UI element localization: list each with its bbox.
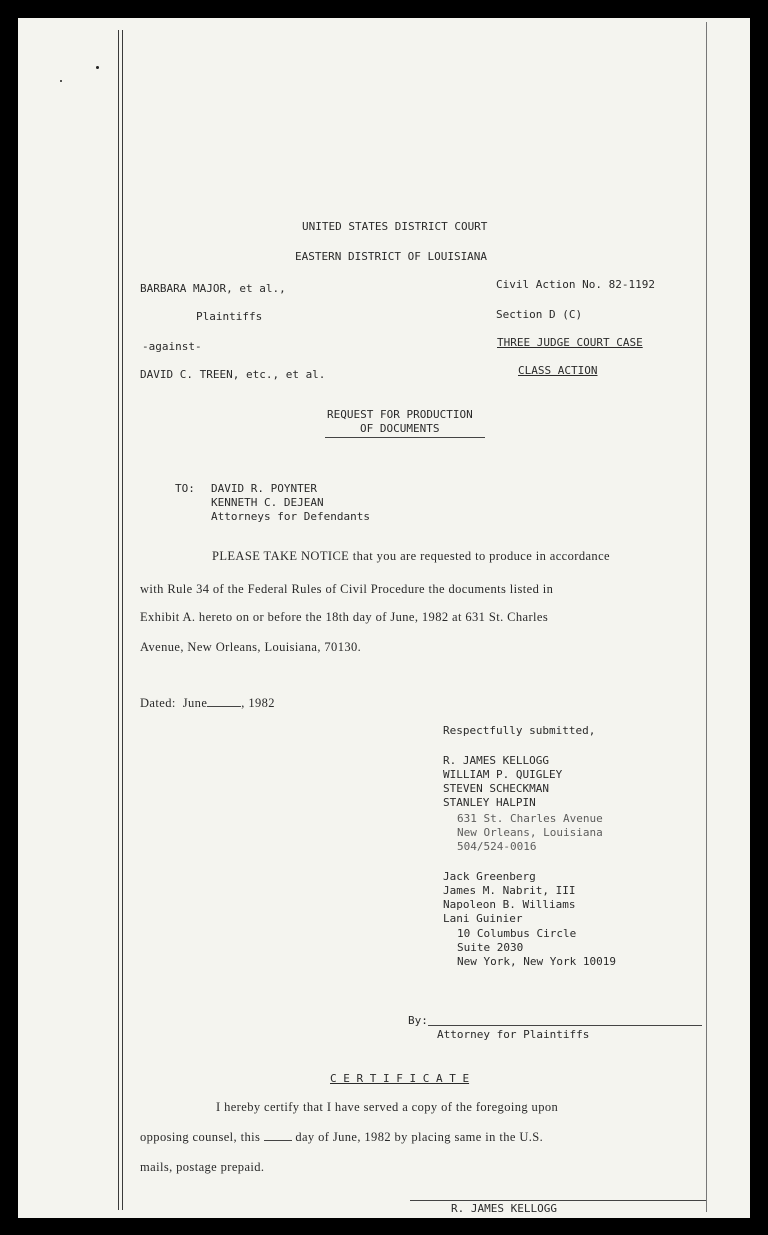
dated-year: , 1982 [241, 696, 275, 710]
address-line: Suite 2030 [457, 941, 524, 954]
scanned-page [18, 18, 750, 1218]
recipient-line: KENNETH C. DEJEAN [211, 496, 324, 509]
recipient-line: Attorneys for Defendants [211, 510, 370, 523]
signer-line [410, 1200, 706, 1201]
court-district: EASTERN DISTRICT OF LOUISIANA [295, 250, 488, 263]
class-action-label: CLASS ACTION [518, 364, 598, 377]
address-line: New York, New York 10019 [457, 955, 616, 968]
address-line: 631 St. Charles Avenue [457, 812, 603, 825]
dated-blank [207, 706, 241, 707]
civil-action-number: Civil Action No. 82-1192 [496, 278, 655, 291]
plaintiff-role: Plaintiffs [196, 310, 263, 323]
notice-line: PLEASE TAKE NOTICE that you are requested to produce in accordance [212, 549, 610, 563]
defendant-name: DAVID C. TREEN, etc., et al. [140, 368, 326, 381]
attorney-name: Jack Greenberg [443, 870, 536, 883]
notice-line: Exhibit A. hereto on or before the 18th day of June, 1982 at 631 St. Charles [140, 610, 549, 624]
certificate-line: mails, postage prepaid. [140, 1160, 265, 1174]
document-title-line2: OF DOCUMENTS [360, 422, 440, 435]
dated-line [140, 696, 275, 710]
three-judge-label: THREE JUDGE COURT CASE [497, 336, 643, 349]
certificate-line: I hereby certify that I have served a copy of the foregoing upon [216, 1100, 559, 1114]
court-name: UNITED STATES DISTRICT COURT [302, 220, 488, 233]
signer-name: R. JAMES KELLOGG [451, 1202, 557, 1215]
attorney-name: R. JAMES KELLOGG [443, 754, 549, 767]
speck [96, 66, 99, 69]
by-caption: Attorney for Plaintiffs [437, 1028, 590, 1041]
address-line: 504/524-0016 [457, 840, 537, 853]
document-title: REQUEST FOR PRODUCTION [327, 408, 473, 421]
attorney-name: STEVEN SCHECKMAN [443, 782, 549, 795]
margin-rule [118, 30, 119, 1210]
dated-label: Dated: June [140, 696, 208, 710]
margin-rule [706, 22, 707, 1212]
certificate-heading: C E R T I F I C A T E [330, 1072, 470, 1085]
attorney-name: James M. Nabrit, III [443, 884, 576, 897]
closing: Respectfully submitted, [443, 724, 596, 737]
address-line: New Orleans, Louisiana [457, 826, 603, 839]
certificate-line [140, 1130, 543, 1144]
to-label: TO: [175, 482, 195, 495]
signature-line [428, 1025, 702, 1026]
attorney-name: STANLEY HALPIN [443, 796, 536, 809]
attorney-name: Lani Guinier [443, 912, 523, 925]
title-underline [325, 437, 485, 438]
recipient-line: DAVID R. POYNTER [211, 482, 317, 495]
notice-line: with Rule 34 of the Federal Rules of Civil Procedure the documents listed in [140, 582, 554, 596]
against-label: -against- [142, 340, 202, 353]
attorney-name: Napoleon B. Williams [443, 898, 576, 911]
address-line: 10 Columbus Circle [457, 927, 577, 940]
speck [60, 80, 62, 82]
certificate-day-blank [264, 1140, 292, 1141]
certificate-text: day of June, 1982 by placing same in the U.S. [295, 1130, 544, 1144]
margin-rule [122, 30, 123, 1210]
section-label: Section D (C) [496, 308, 583, 321]
plaintiff-name: BARBARA MAJOR, et al., [140, 282, 286, 295]
notice-line: Avenue, New Orleans, Louisiana, 70130. [140, 640, 362, 654]
by-label: By: [408, 1014, 428, 1027]
attorney-name: WILLIAM P. QUIGLEY [443, 768, 563, 781]
certificate-text: opposing counsel, this [140, 1130, 261, 1144]
